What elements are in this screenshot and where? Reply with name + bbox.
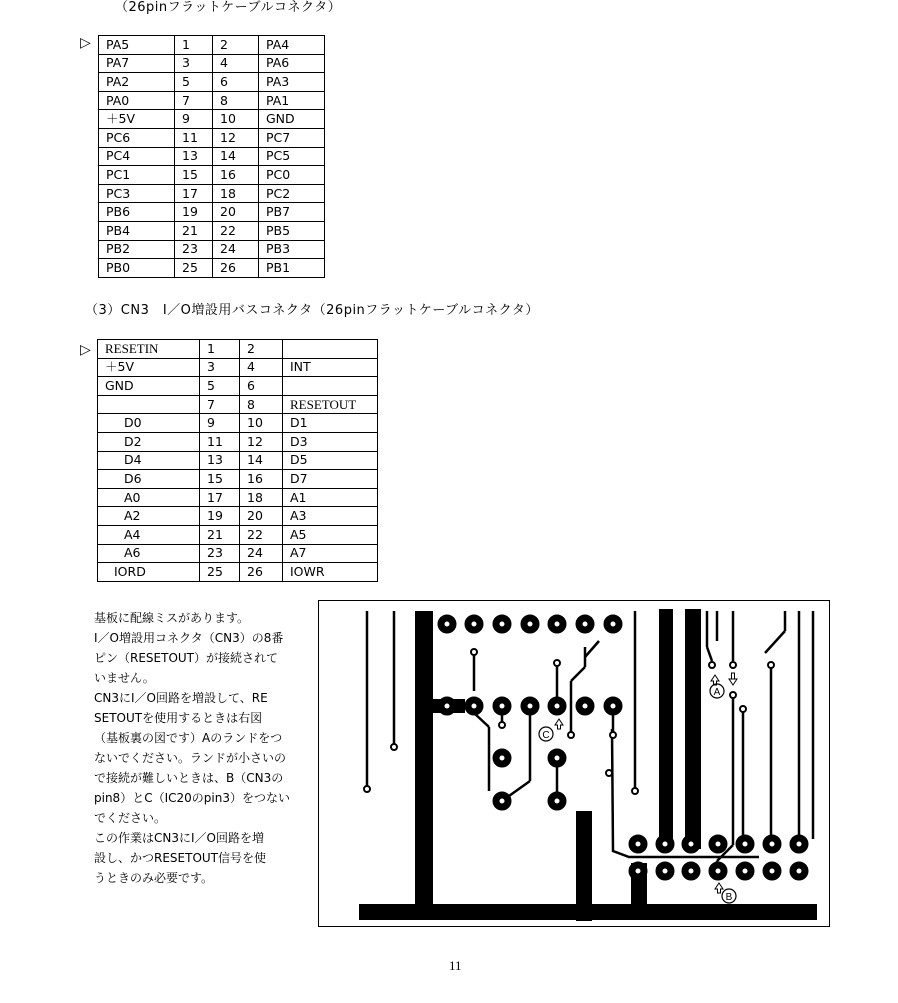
cn3-pin-table (97, 339, 378, 582)
table-row (99, 110, 325, 129)
table-row (98, 470, 378, 489)
signal-name-cell: PA3 (259, 73, 325, 92)
pin-number-cell: 10 (213, 110, 259, 129)
note-line: （基板裏の図です）Aのランドをつ (94, 731, 283, 745)
cn3-heading: （3）CN3 I／O増設用バスコネクタ（26pinフラットケーブルコネクタ） (85, 303, 539, 318)
signal-name-cell: PC2 (259, 184, 325, 203)
table-row (98, 414, 378, 433)
signal-name-cell: D2 (98, 432, 200, 451)
note-line: SETOUTを使用するときは右図 (94, 711, 263, 725)
pin1-marker: ▷ (80, 35, 91, 51)
signal-name-cell: PC1 (99, 166, 175, 185)
signal-name-cell (98, 395, 200, 414)
pin-number-cell: 26 (213, 259, 259, 278)
signal-name-cell: A5 (283, 525, 378, 544)
table-row (99, 36, 325, 55)
pin-number-cell: 5 (200, 377, 240, 396)
pin-number-cell: 2 (213, 36, 259, 55)
pin-number-cell: 1 (200, 340, 240, 359)
pin-number-cell: 22 (213, 221, 259, 240)
table-row (99, 259, 325, 278)
signal-name-cell: PB7 (259, 203, 325, 222)
note-line: で接続が難しいときは、B（CN3の (94, 771, 284, 785)
pin-number-cell: 25 (175, 259, 213, 278)
signal-name-cell: PB0 (99, 259, 175, 278)
pin-number-cell: 23 (175, 240, 213, 259)
table-row (98, 544, 378, 563)
signal-name-cell: PC6 (99, 128, 175, 147)
connector-caption-1: （26pinフラットケーブルコネクタ） (115, 0, 342, 15)
pin-number-cell: 19 (200, 507, 240, 526)
pin-number-cell: 9 (175, 110, 213, 129)
table-row (98, 451, 378, 470)
note-line: ないでください。ランドが小さいの (94, 751, 287, 765)
signal-name-cell: GND (98, 377, 200, 396)
signal-name-cell: A4 (98, 525, 200, 544)
signal-name-cell: PB3 (259, 240, 325, 259)
signal-name-cell: PA5 (99, 36, 175, 55)
pin-number-cell: 7 (200, 395, 240, 414)
signal-name-cell: A3 (283, 507, 378, 526)
note-line: 基板に配線ミスがあります。 (94, 611, 250, 625)
table-row (99, 166, 325, 185)
pin-number-cell: 18 (213, 184, 259, 203)
signal-name-cell: PB1 (259, 259, 325, 278)
pin-number-cell: 9 (200, 414, 240, 433)
wiring-error-note (94, 608, 314, 888)
pin-number-cell: 24 (213, 240, 259, 259)
pin-number-cell: 20 (213, 203, 259, 222)
table-row (98, 395, 378, 414)
signal-name-cell: D1 (283, 414, 378, 433)
pcb-trace-drawing (319, 601, 830, 927)
signal-name-cell: PC3 (99, 184, 175, 203)
signal-name-cell: D3 (283, 432, 378, 451)
pin-number-cell: 15 (175, 166, 213, 185)
table-row (99, 54, 325, 73)
table-row (99, 184, 325, 203)
signal-name-cell: PA7 (99, 54, 175, 73)
signal-name-cell: ＋5V (99, 110, 175, 129)
note-line: pin8）とC（IC20のpin3）をつない (94, 791, 290, 805)
page-number: 11 (449, 958, 462, 973)
signal-name-cell: RESETOUT (283, 395, 378, 414)
table-row (99, 240, 325, 259)
pin-number-cell: 4 (213, 54, 259, 73)
signal-name-cell: PB4 (99, 221, 175, 240)
table-row (98, 358, 378, 377)
table-row (99, 91, 325, 110)
pin-number-cell: 13 (175, 147, 213, 166)
pin-number-cell: 23 (200, 544, 240, 563)
signal-name-cell: GND (259, 110, 325, 129)
pin-number-cell: 7 (175, 91, 213, 110)
signal-name-cell: PA0 (99, 91, 175, 110)
pin-number-cell: 13 (200, 451, 240, 470)
pin1-marker: ▷ (80, 342, 91, 358)
marker-c-label: C (542, 730, 550, 741)
pin-number-cell: 8 (240, 395, 283, 414)
pin-number-cell: 11 (200, 432, 240, 451)
signal-name-cell: A0 (98, 488, 200, 507)
signal-name-cell: IOWR (283, 563, 378, 582)
pin-number-cell: 21 (175, 221, 213, 240)
signal-name-cell: PB6 (99, 203, 175, 222)
signal-name-cell: PA1 (259, 91, 325, 110)
table-row (98, 432, 378, 451)
table-row (99, 221, 325, 240)
note-line: この作業はCN3にI／O回路を増 (94, 831, 264, 845)
pin-number-cell: 14 (213, 147, 259, 166)
signal-name-cell: PB5 (259, 221, 325, 240)
signal-name-cell (283, 340, 378, 359)
signal-name-cell: RESETIN (98, 340, 200, 359)
signal-name-cell: PC4 (99, 147, 175, 166)
table-row (98, 507, 378, 526)
pin-number-cell: 16 (240, 470, 283, 489)
table-row (99, 203, 325, 222)
pin-number-cell: 25 (200, 563, 240, 582)
note-line: ピン（RESETOUT）が接続されて (94, 651, 279, 665)
pin-number-cell: 6 (240, 377, 283, 396)
pin-number-cell: 1 (175, 36, 213, 55)
table-row (98, 488, 378, 507)
signal-name-cell: PC0 (259, 166, 325, 185)
table-row (98, 563, 378, 582)
signal-name-cell: INT (283, 358, 378, 377)
signal-name-cell: PA6 (259, 54, 325, 73)
signal-name-cell: A6 (98, 544, 200, 563)
pin-number-cell: 18 (240, 488, 283, 507)
signal-name-cell: D6 (98, 470, 200, 489)
table-row (98, 340, 378, 359)
signal-name-cell: A2 (98, 507, 200, 526)
signal-name-cell: PA4 (259, 36, 325, 55)
pin-number-cell: 6 (213, 73, 259, 92)
pin-number-cell: 3 (200, 358, 240, 377)
signal-name-cell: A1 (283, 488, 378, 507)
signal-name-cell: PC5 (259, 147, 325, 166)
note-line: 設し、かつRESETOUT信号を使 (94, 851, 267, 865)
signal-name-cell: ＋5V (98, 358, 200, 377)
pin-number-cell: 15 (200, 470, 240, 489)
pin-number-cell: 26 (240, 563, 283, 582)
pin-number-cell: 21 (200, 525, 240, 544)
note-line: でください。 (94, 811, 167, 825)
pin-number-cell: 20 (240, 507, 283, 526)
marker-a-label: A (713, 687, 721, 698)
signal-name-cell: D4 (98, 451, 200, 470)
pin-number-cell: 17 (200, 488, 240, 507)
table-row (98, 377, 378, 396)
signal-name-cell: D5 (283, 451, 378, 470)
pin-number-cell: 12 (240, 432, 283, 451)
note-line: CN3にI／O回路を増設して、RE (94, 691, 268, 705)
signal-name-cell: D7 (283, 470, 378, 489)
pin-number-cell: 22 (240, 525, 283, 544)
note-line: うときのみ必要です。 (94, 871, 214, 885)
signal-name-cell: PA2 (99, 73, 175, 92)
note-line: I／O増設用コネクタ（CN3）の8番 (94, 631, 284, 645)
pin-number-cell: 17 (175, 184, 213, 203)
pcb-back-diagram (318, 600, 830, 927)
pin-number-cell: 16 (213, 166, 259, 185)
signal-name-cell (283, 377, 378, 396)
pin-number-cell: 24 (240, 544, 283, 563)
table-row (99, 128, 325, 147)
signal-name-cell: PB2 (99, 240, 175, 259)
pin-number-cell: 19 (175, 203, 213, 222)
pin-number-cell: 10 (240, 414, 283, 433)
signal-name-cell: A7 (283, 544, 378, 563)
pin-number-cell: 2 (240, 340, 283, 359)
pin-number-cell: 5 (175, 73, 213, 92)
signal-name-cell: D0 (98, 414, 200, 433)
pin-number-cell: 8 (213, 91, 259, 110)
table-row (99, 147, 325, 166)
signal-name-cell: PC7 (259, 128, 325, 147)
table-row (98, 525, 378, 544)
pin-number-cell: 12 (213, 128, 259, 147)
marker-b-label: B (725, 892, 733, 903)
table-row (99, 73, 325, 92)
note-line: いません。 (94, 671, 155, 685)
pin-number-cell: 11 (175, 128, 213, 147)
pin-number-cell: 4 (240, 358, 283, 377)
pin-number-cell: 14 (240, 451, 283, 470)
signal-name-cell: IORD (98, 563, 200, 582)
pin-number-cell: 3 (175, 54, 213, 73)
cn2-pin-table (98, 35, 325, 278)
